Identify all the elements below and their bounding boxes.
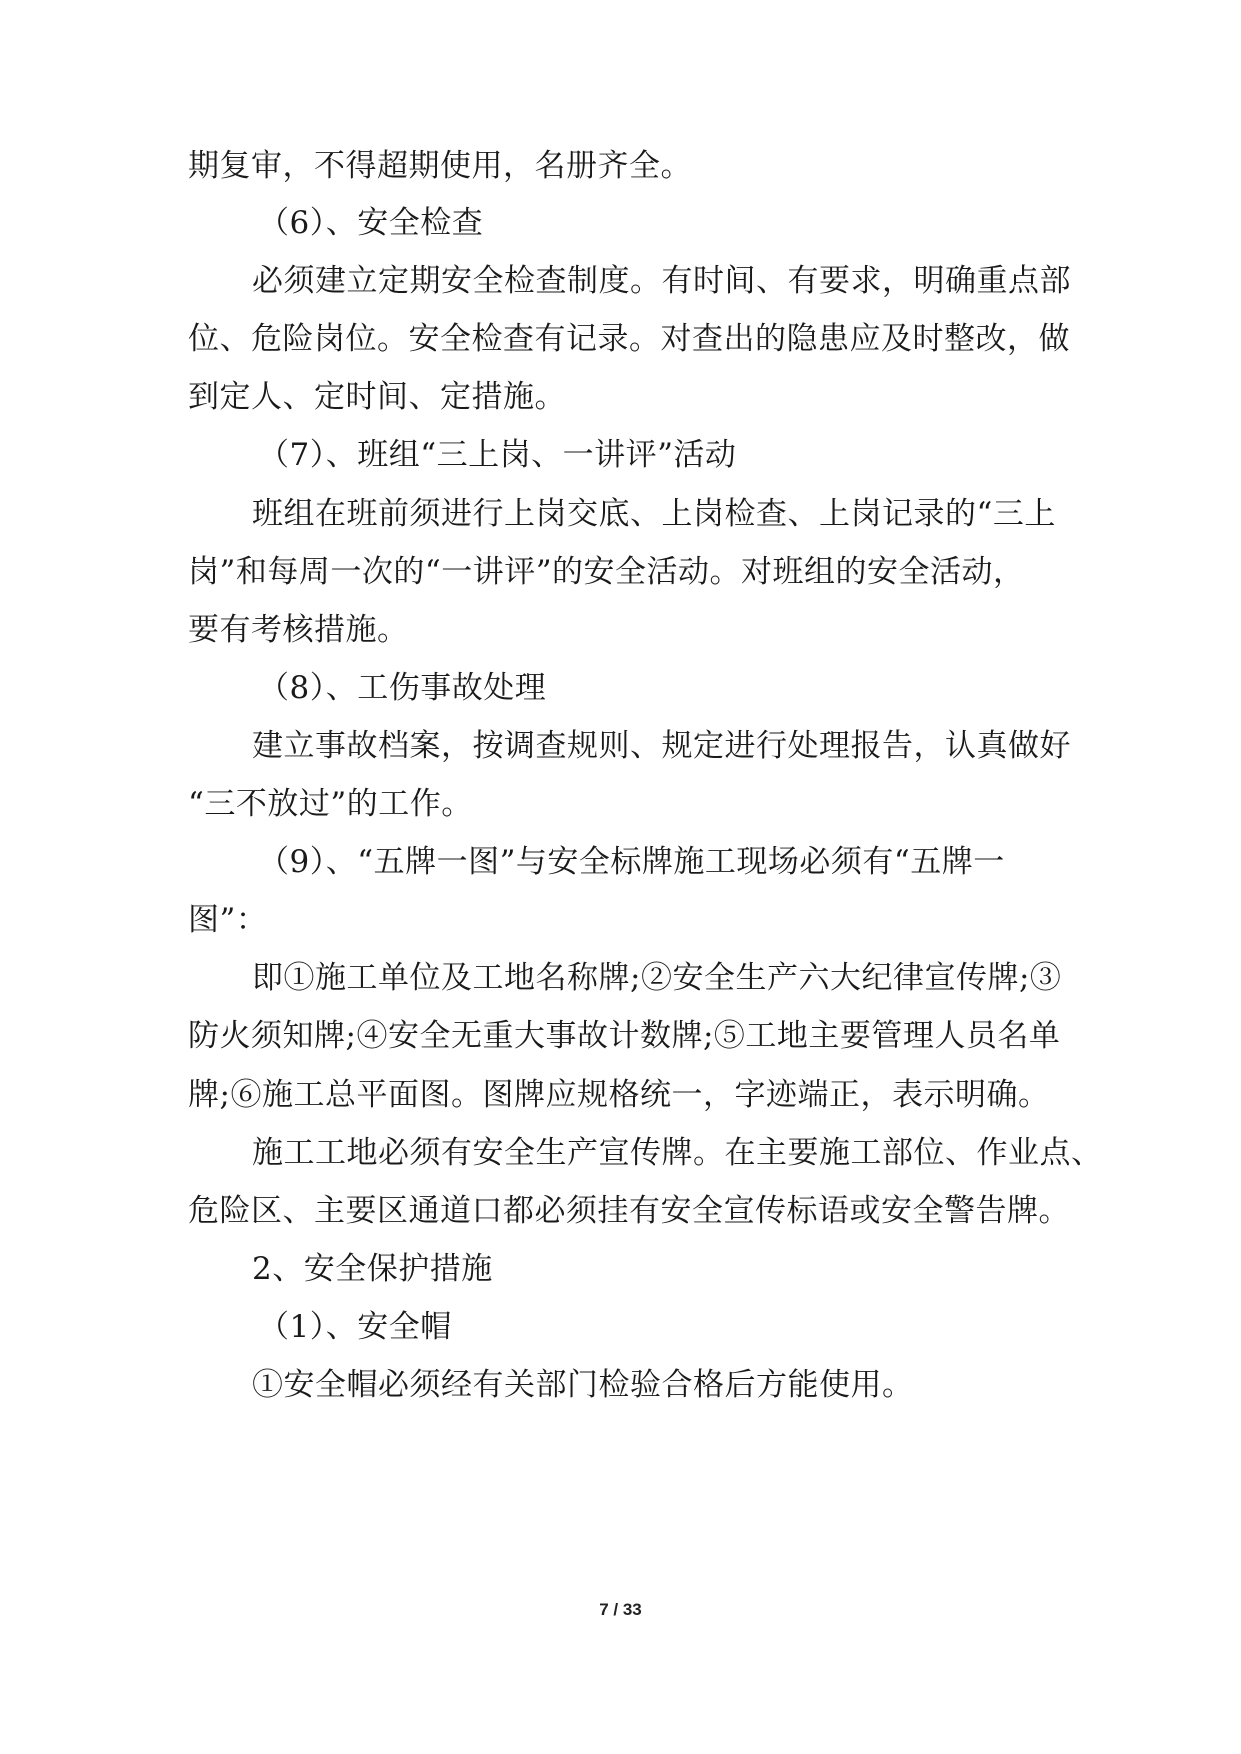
- paragraph-line: “三不放过”的工作。: [188, 786, 473, 822]
- paragraph-line: 危险区、主要区通道口都必须挂有安全宣传标语或安全警告牌。: [188, 1193, 1070, 1229]
- paragraph-line: ①安全帽必须经有关部门检验合格后方能使用。: [252, 1367, 914, 1403]
- paragraph-line: 位、危险岗位。安全检查有记录。对查出的隐患应及时整改，做: [188, 321, 1070, 357]
- paragraph-line: 牌;⑥施工总平面图。图牌应规格统一，字迹端正，表示明确。: [188, 1077, 1050, 1113]
- paragraph-line: 建立事故档案，按调查规则、规定进行处理报告，认真做好: [252, 728, 1071, 764]
- section-heading: （6）、安全检查: [258, 205, 484, 241]
- paragraph-line: 防火须知牌;④安全无重大事故计数牌;⑤工地主要管理人员名单: [188, 1018, 1061, 1054]
- paragraph-line: 到定人、定时间、定措施。: [188, 379, 566, 415]
- paragraph-line: 岗”和每周一次的“一讲评”的安全活动。对班组的安全活动，: [188, 554, 1025, 590]
- section-heading: （8）、工伤事故处理: [258, 670, 547, 706]
- section-heading: （1）、安全帽: [258, 1309, 452, 1345]
- section-heading: （9）、“五牌一图”与安全标牌施工现场必须有“五牌一: [258, 844, 1005, 880]
- paragraph-line: 图”：: [188, 902, 268, 938]
- section-heading: （7）、班组“三上岗、一讲评”活动: [258, 437, 737, 473]
- page-number: 7 / 33: [599, 1600, 642, 1619]
- paragraph-line: 班组在班前须进行上岗交底、上岗检查、上岗记录的“三上: [252, 496, 1056, 532]
- paragraph-line: 必须建立定期安全检查制度。有时间、有要求，明确重点部: [252, 263, 1071, 299]
- paragraph-line: 要有考核措施。: [188, 612, 409, 648]
- paragraph-line: 即①施工单位及工地名称牌;②安全生产六大纪律宣传牌;③: [252, 960, 1062, 996]
- paragraph-line: 施工工地必须有安全生产宣传牌。在主要施工部位、作业点、: [252, 1135, 1103, 1171]
- section-heading: 2、安全保护措施: [252, 1251, 493, 1287]
- paragraph-line: 期复审，不得超期使用，名册齐全。: [188, 148, 692, 184]
